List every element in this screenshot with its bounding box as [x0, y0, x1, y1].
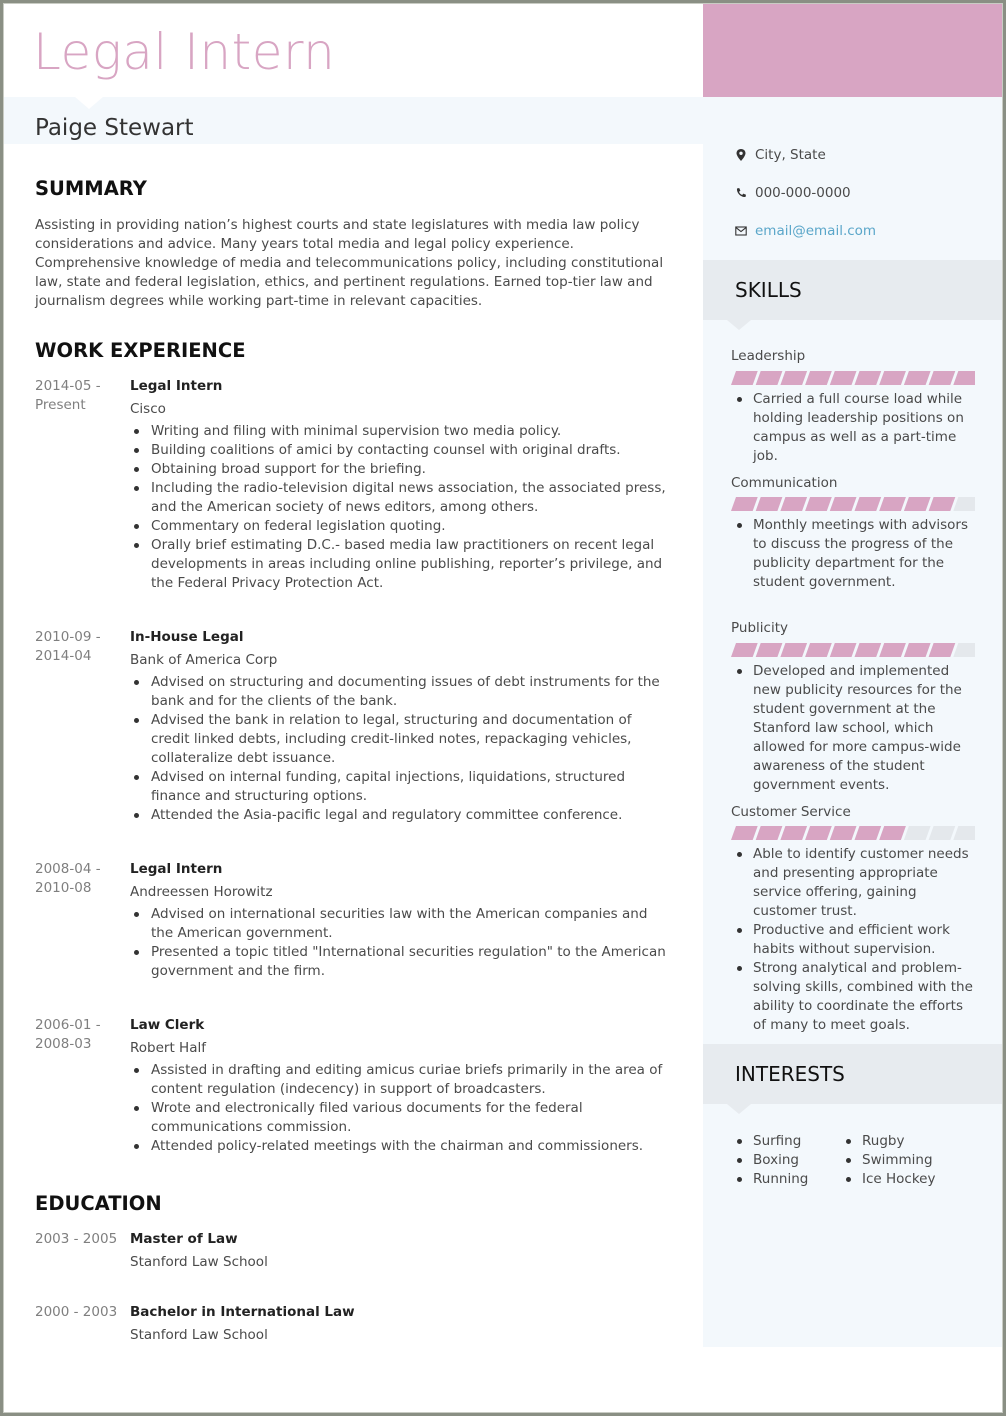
name-band-notch: [75, 97, 103, 109]
skill-bullet: Carried a full course load while holding leadership positions on campus as well as a part-time job.: [735, 390, 975, 466]
job-title: In-House Legal: [130, 629, 244, 645]
entry-body: [130, 1303, 670, 1345]
degree: Master of Law: [130, 1231, 238, 1247]
job-bullet: Commentary on federal legislation quoting.: [130, 517, 670, 536]
job-bullet: Building coalitions of amici by contacting counsel with original drafts.: [130, 441, 670, 460]
interest-item: Boxing: [735, 1151, 844, 1170]
skill-segment-filled: [904, 371, 931, 385]
skill-segment-filled: [756, 497, 783, 511]
job-bullet: Advised on internal funding, capital injections, liquidations, structured finance and structuring options.: [130, 768, 670, 806]
summary-heading: SUMMARY: [35, 177, 147, 200]
resume-title: Legal Intern: [33, 23, 336, 81]
summary-text: Assisting in providing nation’s highest courts and state legislatures with media law policy considerations and advice. Many years total media and legal policy experience. Comprehensive knowledge of media and telecommunications policy, including constitutional law, state and federal legislation, ethics, and pertinent regulations. Earned top-tier law and journalism degrees while working part-time in relevant capacities.: [35, 217, 664, 309]
skill-segment-filled: [780, 643, 807, 657]
entry-dates: [35, 860, 125, 898]
interest-item: Swimming: [844, 1151, 953, 1170]
employer: Robert Half: [130, 1040, 206, 1056]
skill-level-bar: [731, 497, 975, 511]
skill-segment-filled: [929, 497, 956, 511]
job-bullet: Obtaining broad support for the briefing.: [130, 460, 670, 479]
job-bullet: Wrote and electronically filed various documents for the federal communications commission.: [130, 1099, 670, 1137]
job-bullet: Presented a topic titled "International securities regulation" to the American government and the firm.: [130, 943, 670, 981]
skill-bullet: Able to identify customer needs and presenting appropriate service offering, gaining customer trust.: [735, 845, 975, 921]
job-bullet: Including the radio-television digital news association, the associated press, and the American society of news editors, among others.: [130, 479, 670, 517]
education-heading: EDUCATION: [35, 1192, 162, 1215]
skill-bullet: Productive and efficient work habits without supervision.: [735, 921, 975, 959]
skill-segment-filled: [780, 497, 807, 511]
skills-heading: SKILLS: [735, 278, 802, 302]
job-title: Law Clerk: [130, 1017, 205, 1033]
skill-bullet: Monthly meetings with advisors to discuss the progress of the publicity department for the student government.: [735, 516, 975, 592]
work-experience-heading: WORK EXPERIENCE: [35, 339, 246, 362]
skill-bullet: Strong analytical and problem-solving skills, combined with the ability to coordinate the efforts of many to meet goals.: [735, 959, 975, 1035]
job-bullets: [130, 1061, 670, 1156]
interest-item: Rugby: [844, 1132, 953, 1151]
skill-segment-filled: [830, 371, 857, 385]
skills-header: [703, 260, 1003, 320]
skill-segment-filled: [805, 497, 832, 511]
phone-icon: [735, 186, 747, 200]
skill-segment-filled: [780, 371, 807, 385]
skill-segment-filled: [855, 826, 882, 840]
skill-level-bar: [731, 643, 975, 657]
skill-segment-filled: [929, 371, 956, 385]
job-bullets: [130, 673, 670, 825]
skill-bullets: [735, 516, 975, 592]
skill-segment-filled: [805, 643, 832, 657]
skill-segment-filled: [855, 497, 882, 511]
skill-bullets: [735, 662, 975, 795]
skill-segment-filled: [780, 826, 807, 840]
school: Stanford Law School: [130, 1254, 268, 1270]
job-bullet: Advised on structuring and documenting issues of debt instruments for the bank and for the clients of the bank.: [130, 673, 670, 711]
contact-phone: [735, 185, 851, 201]
employer: Andreessen Horowitz: [130, 884, 273, 900]
skill-level-bar: [731, 371, 975, 385]
resume-page: [3, 3, 1003, 1413]
skill-segment-filled: [879, 497, 906, 511]
entry-body: [130, 377, 670, 593]
employer: Bank of America Corp: [130, 652, 278, 668]
job-bullet: Assisted in drafting and editing amicus curiae briefs primarily in the area of content regulation (indecency) in support of broadcasters.: [130, 1061, 670, 1099]
interest-item: Running: [735, 1170, 844, 1189]
skill-name: Communication: [731, 475, 838, 491]
skill-name: Leadership: [731, 348, 806, 364]
skill-segment-filled: [879, 643, 906, 657]
entry-dates: [35, 1016, 125, 1054]
entry-body: [130, 1016, 670, 1156]
skill-segment-filled: [731, 497, 758, 511]
school: Stanford Law School: [130, 1327, 268, 1343]
skill-name: Publicity: [731, 620, 788, 636]
job-bullet: Advised the bank in relation to legal, structuring and documentation of credit linked debts, including credit-linked notes, repackaging vehicles, collateralize debt issuance.: [130, 711, 670, 768]
degree: Bachelor in International Law: [130, 1304, 355, 1320]
sidebar: [703, 97, 1003, 1347]
skill-segment-empty: [904, 826, 931, 840]
skill-segment-filled: [830, 643, 857, 657]
skills-header-notch: [727, 320, 751, 330]
job-title: Legal Intern: [130, 861, 223, 877]
employer: Cisco: [130, 401, 166, 417]
skill-segment-filled: [731, 371, 758, 385]
education-dates: 2000 - 2003: [35, 1304, 118, 1320]
skill-bullet: Developed and implemented new publicity resources for the student government at the Stanford law school, which allowed for more campus-wide awareness of the student government events.: [735, 662, 975, 795]
skill-segment-empty: [953, 826, 975, 840]
location-text: City, State: [755, 147, 826, 163]
email-link[interactable]: email@email.com: [755, 223, 877, 239]
date-start: 2006-01 -: [35, 1017, 101, 1033]
interests-header: [703, 1044, 1003, 1104]
skill-bullets: [735, 845, 975, 1035]
education-dates: 2003 - 2005: [35, 1231, 118, 1247]
skill-segment-filled: [756, 826, 783, 840]
skill-segment-filled: [855, 643, 882, 657]
interests-column: [735, 1132, 844, 1189]
skill-segment-empty: [953, 497, 975, 511]
job-bullets: [130, 422, 670, 593]
skill-level-bar: [731, 826, 975, 840]
skill-name: Customer Service: [731, 804, 851, 820]
skill-segment-empty: [929, 826, 956, 840]
interest-item: Ice Hockey: [844, 1170, 953, 1189]
skill-segment-filled: [731, 826, 758, 840]
map-pin-icon: [735, 148, 747, 162]
skill-segment-filled: [953, 371, 975, 385]
skill-segment-filled: [830, 826, 857, 840]
job-bullet: Attended policy-related meetings with the chairman and commissioners.: [130, 1137, 670, 1156]
interests-header-notch: [727, 1104, 751, 1114]
envelope-icon: [735, 224, 747, 238]
entry-body: [130, 628, 670, 825]
skill-segment-filled: [855, 371, 882, 385]
skill-segment-filled: [805, 371, 832, 385]
interest-item: Surfing: [735, 1132, 844, 1151]
phone-text: 000-000-0000: [755, 185, 851, 201]
candidate-name: Paige Stewart: [35, 115, 194, 141]
entry-dates: [35, 628, 125, 666]
skill-segment-filled: [904, 497, 931, 511]
date-start: 2014-05 -: [35, 378, 101, 394]
date-start: 2010-09 -: [35, 629, 101, 645]
skill-segment-filled: [731, 643, 758, 657]
job-bullets: [130, 905, 670, 981]
skill-segment-filled: [756, 371, 783, 385]
date-start: 2008-04 -: [35, 861, 101, 877]
interests-heading: INTERESTS: [735, 1062, 845, 1086]
header-accent-block: [703, 3, 1003, 97]
date-end: 2014-04: [35, 648, 92, 664]
entry-body: [130, 860, 670, 981]
skill-segment-filled: [756, 643, 783, 657]
interests-list: [735, 1132, 975, 1189]
skill-segment-filled: [879, 826, 906, 840]
date-end: 2010-08: [35, 880, 92, 896]
contact-location: [735, 147, 826, 163]
date-end: 2008-03: [35, 1036, 92, 1052]
skill-segment-empty: [953, 643, 975, 657]
job-bullet: Writing and filing with minimal supervision two media policy.: [130, 422, 670, 441]
job-bullet: Orally brief estimating D.C.- based media law practitioners on recent legal developments in areas including online publishing, reporter’s privilege, and the Federal Privacy Protection Act.: [130, 536, 670, 593]
entry-body: [130, 1230, 670, 1272]
skill-segment-filled: [904, 643, 931, 657]
job-bullet: Advised on international securities law with the American companies and the American government.: [130, 905, 670, 943]
entry-dates: [35, 377, 125, 415]
skill-segment-filled: [805, 826, 832, 840]
skill-segment-filled: [830, 497, 857, 511]
contact-email[interactable]: [735, 223, 876, 239]
interests-column: [844, 1132, 953, 1189]
date-end: Present: [35, 397, 86, 413]
skill-bullets: [735, 390, 975, 466]
skill-segment-filled: [879, 371, 906, 385]
job-title: Legal Intern: [130, 378, 223, 394]
job-bullet: Attended the Asia-pacific legal and regulatory committee conference.: [130, 806, 670, 825]
skill-segment-filled: [929, 643, 956, 657]
